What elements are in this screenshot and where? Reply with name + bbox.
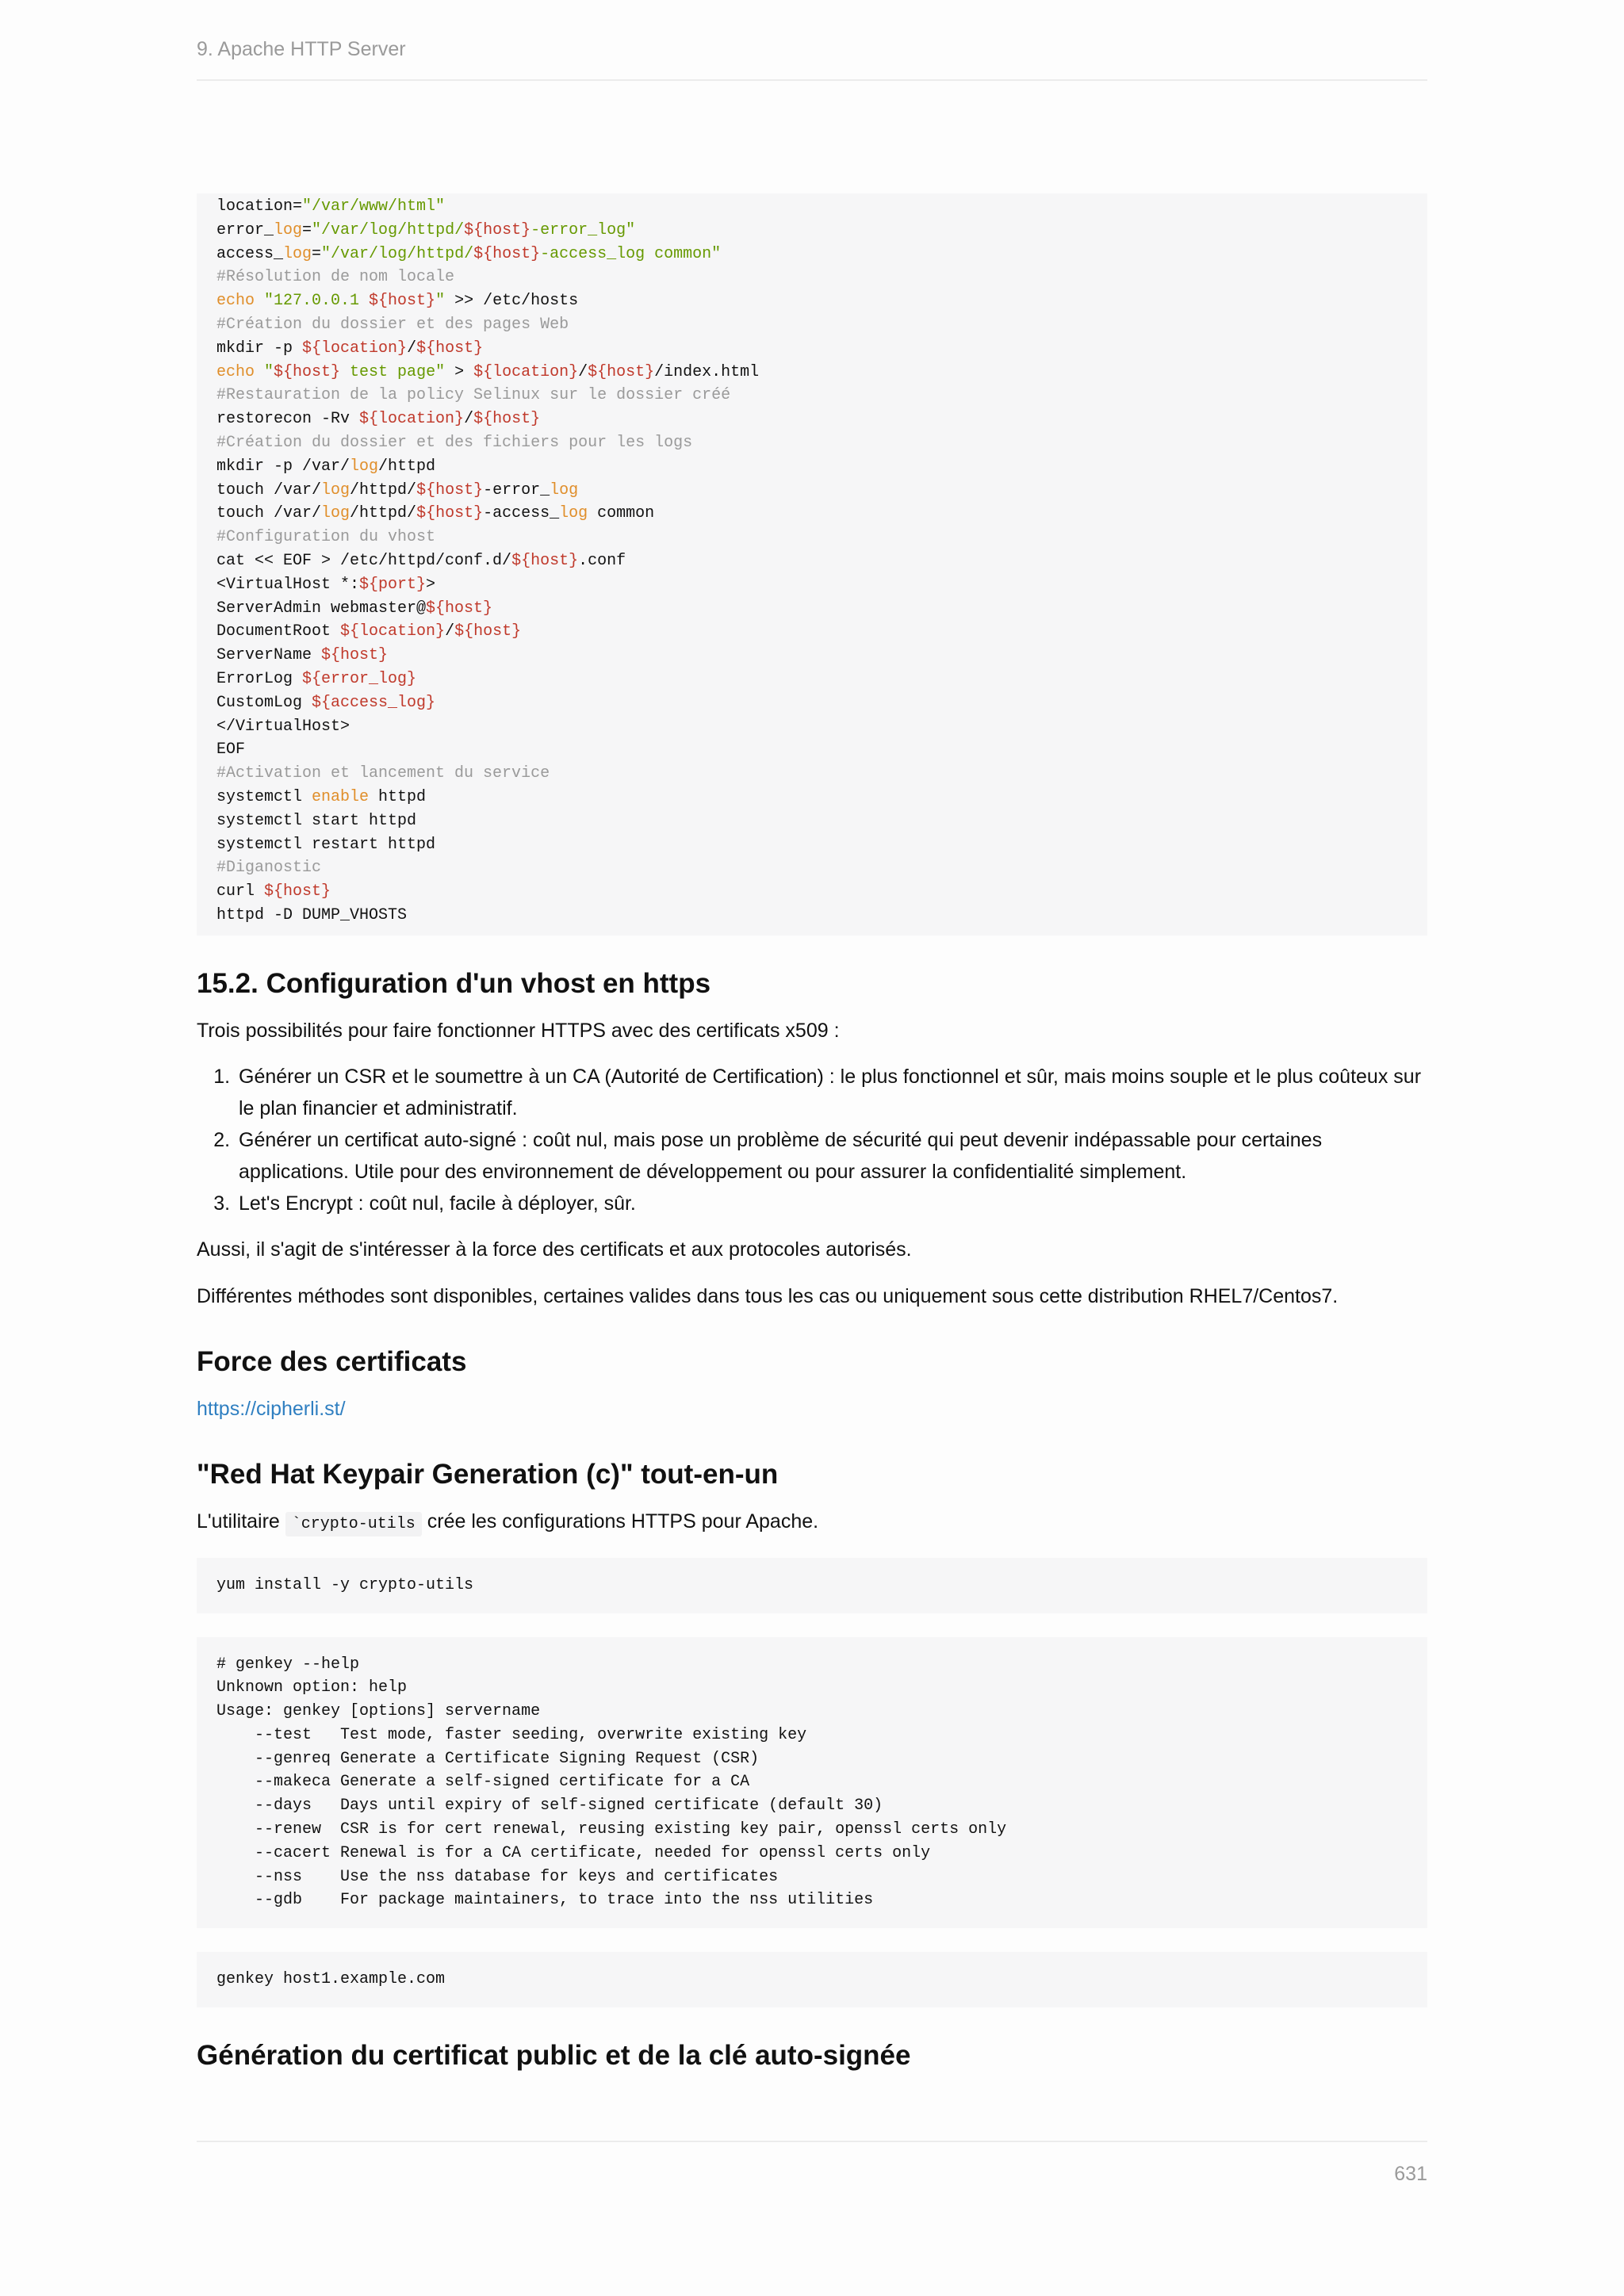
heading-redhat-keypair: "Red Hat Keypair Generation (c)" tout-en-un	[197, 1458, 779, 1490]
page-content	[197, 193, 1427, 2072]
code-token: -error_	[483, 480, 550, 499]
code-token: echo	[216, 362, 265, 381]
code-line	[216, 431, 1408, 455]
code-line	[216, 762, 1408, 786]
code-token: ${host}	[588, 362, 655, 381]
list-item: 3. Let's Encrypt : coût nul, facile à déployer, sûr.	[236, 1188, 1427, 1219]
code-line	[216, 526, 1408, 549]
code-token: #Résolution de nom locale	[216, 268, 455, 287]
code-token: cat << EOF > /etc/httpd/conf.d/	[216, 551, 512, 570]
code-token: log	[350, 457, 379, 476]
text-before: L'utilitaire	[197, 1510, 285, 1533]
code-token: ${host}	[264, 882, 331, 901]
code-token: >	[426, 575, 436, 594]
code-token: /	[445, 622, 455, 641]
code-line	[216, 313, 1408, 337]
code-token: ${host}	[473, 410, 541, 429]
code-token: #Création du dossier et des pages Web	[216, 315, 569, 334]
code-line	[216, 738, 1408, 762]
code-token: log	[321, 504, 350, 523]
code-line	[216, 243, 1408, 266]
code-line: --cacert Renewal is for a CA certificate, needed for openssl certs only	[216, 1843, 931, 1862]
header-divider	[197, 79, 1427, 81]
code-token: ${host}	[511, 551, 579, 570]
code-line	[216, 691, 1408, 715]
code-line	[216, 195, 1408, 219]
code-line	[216, 856, 1408, 880]
section-intro: Trois possibilités pour faire fonctionner HTTPS avec des certificats x509 :	[197, 1019, 840, 1042]
code-token: ${access_log}	[312, 693, 436, 712]
code-token: /httpd	[378, 457, 436, 476]
code-token: ${location}	[340, 622, 446, 641]
code-token: mkdir -p /var/	[216, 457, 350, 476]
code-token: ${host}	[274, 362, 341, 381]
code-line	[216, 644, 1408, 668]
code-token: <VirtualHost *:	[216, 575, 360, 594]
code-token: restorecon -Rv	[216, 410, 360, 429]
code-line: genkey host1.example.com	[216, 1970, 446, 1989]
code-token: log	[559, 504, 588, 523]
code-line	[216, 904, 1408, 928]
code-token: ${location}	[302, 339, 408, 358]
code-token: common	[588, 504, 655, 523]
code-token: #Activation et lancement du service	[216, 764, 550, 783]
code-token: ${host}	[416, 504, 484, 523]
code-token: #Diganostic	[216, 859, 322, 878]
code-token: systemctl	[216, 787, 312, 806]
code-token: ${location}	[473, 362, 579, 381]
code-token: enable	[312, 787, 370, 806]
code-token: /	[578, 362, 588, 381]
code-token: "/var/log/httpd/	[312, 220, 465, 239]
code-token: mkdir -p	[216, 339, 303, 358]
code-token: ${location}	[359, 410, 465, 429]
code-line	[216, 549, 1408, 573]
code-line	[216, 620, 1408, 644]
code-token: log	[283, 244, 312, 263]
code-token: ${host}	[454, 622, 522, 641]
code-token: httpd	[369, 787, 427, 806]
code-line: --genreq Generate a Certificate Signing Request (CSR)	[216, 1749, 760, 1768]
code-line: --makeca Generate a self-signed certificate for a CA	[216, 1773, 750, 1792]
install-command-code-block	[197, 1558, 1427, 1613]
inline-code-crypto-utils: `crypto-utils	[285, 1512, 422, 1536]
code-line	[216, 361, 1408, 385]
code-token: ${host}	[464, 220, 531, 239]
code-token: >> /etc/hosts	[445, 292, 579, 311]
code-token: ${host}	[416, 480, 484, 499]
code-line	[216, 337, 1408, 361]
code-token: /	[407, 339, 417, 358]
code-line: yum install -y crypto-utils	[216, 1575, 474, 1594]
code-token: ${port}	[359, 575, 427, 594]
footer-divider	[197, 2141, 1427, 2142]
code-token: #Configuration du vhost	[216, 528, 436, 547]
code-line: --renew CSR is for cert renewal, reusing existing key pair, openssl certs only	[216, 1820, 1007, 1839]
code-token: curl	[216, 882, 265, 901]
code-token: ${host}	[321, 646, 389, 665]
code-token: .conf	[578, 551, 626, 570]
code-token: ServerName	[216, 646, 322, 665]
code-token: -access_	[483, 504, 560, 523]
code-line: --nss Use the nss database for keys and certificates	[216, 1867, 779, 1886]
code-line: Usage: genkey [options] servername	[216, 1702, 541, 1721]
code-token: ${host}	[426, 599, 493, 618]
code-token: log	[550, 480, 579, 499]
code-token: /httpd/	[350, 480, 417, 499]
code-line	[216, 266, 1408, 289]
code-token: echo	[216, 292, 265, 311]
paragraph-methods: Différentes méthodes sont disponibles, certaines valides dans tous les cas ou uniquement sous cette distribution RHEL7/Centos7.	[197, 1284, 1339, 1307]
code-token: "	[435, 292, 446, 311]
code-line: --gdb For package maintainers, to trace into the nss utilities	[216, 1891, 874, 1910]
code-token: location=	[216, 197, 303, 216]
code-token: /index.html	[654, 362, 760, 381]
code-token: httpd -D DUMP_VHOSTS	[216, 905, 408, 924]
code-token: >	[445, 362, 474, 381]
code-line	[216, 833, 1408, 857]
code-line	[216, 597, 1408, 621]
cipherlist-link[interactable]: https://cipherli.st/	[197, 1397, 346, 1420]
code-token: "127.0.0.1	[264, 292, 370, 311]
code-token: systemctl start httpd	[216, 811, 417, 830]
code-token: test page"	[340, 362, 446, 381]
heading-self-signed-generation: Génération du certificat public et de la clé auto-signée	[197, 2040, 911, 2072]
code-token: #Restauration de la policy Selinux sur le dossier créé	[216, 386, 731, 405]
code-token: DocumentRoot	[216, 622, 341, 641]
code-line	[216, 809, 1408, 833]
code-token: =	[312, 244, 322, 263]
code-token: ErrorLog	[216, 669, 303, 688]
code-line	[216, 668, 1408, 691]
code-line	[216, 408, 1408, 431]
code-token: EOF	[216, 740, 246, 760]
page-header-chapter: 9. Apache HTTP Server	[197, 38, 406, 60]
code-token: touch /var/	[216, 504, 322, 523]
genkey-help-code-block	[197, 1637, 1427, 1929]
code-line	[216, 880, 1408, 904]
code-line: --days Days until expiry of self-signed certificate (default 30)	[216, 1797, 883, 1816]
code-token: -error_log"	[530, 220, 636, 239]
code-line	[216, 715, 1408, 739]
code-token: log	[274, 220, 303, 239]
code-token: access_	[216, 244, 284, 263]
paragraph-strength: Aussi, il s'agit de s'intéresser à la force des certificats et aux protocoles autorisés.	[197, 1238, 912, 1261]
code-line	[216, 384, 1408, 408]
code-line: --test Test mode, faster seeding, overwrite existing key	[216, 1725, 807, 1744]
code-token: CustomLog	[216, 693, 312, 712]
code-token: error_	[216, 220, 274, 239]
code-line	[216, 479, 1408, 503]
code-token: ${host}	[369, 292, 436, 311]
code-token: /httpd/	[350, 504, 417, 523]
heading-certificate-strength: Force des certificats	[197, 1345, 467, 1377]
genkey-command-code-block	[197, 1952, 1427, 2007]
code-line: # genkey --help	[216, 1655, 360, 1674]
https-options-list	[197, 1061, 1427, 1219]
code-line	[216, 289, 1408, 313]
code-line	[216, 573, 1408, 597]
list-item: 1. Générer un CSR et le soumettre à un CA (Autorité de Certification) : le plus fonctionnel et sûr, mais moins souple et le plus coûteux sur le plan financier et administratif.	[236, 1061, 1427, 1124]
code-token: ${error_log}	[302, 669, 417, 688]
code-token: </VirtualHost>	[216, 717, 350, 736]
code-token: systemctl restart httpd	[216, 835, 436, 854]
code-token: /	[464, 410, 474, 429]
code-line	[216, 219, 1408, 243]
code-token: ServerAdmin webmaster@	[216, 599, 427, 618]
page-number: 631	[1394, 2163, 1427, 2185]
code-token: =	[302, 220, 312, 239]
code-token: log	[321, 480, 350, 499]
section-title-https-vhost: 15.2. Configuration d'un vhost en https	[197, 967, 711, 999]
code-token: ${host}	[473, 244, 541, 263]
code-token: touch /var/	[216, 480, 322, 499]
code-token: ${host}	[416, 339, 484, 358]
text-after: crée les configurations HTTPS pour Apache.	[421, 1510, 819, 1533]
code-token: #Création du dossier et des fichiers pour les logs	[216, 433, 693, 452]
code-token: "/var/log/httpd/	[321, 244, 474, 263]
code-token: "	[264, 362, 274, 381]
code-line: Unknown option: help	[216, 1678, 408, 1697]
list-item: 2. Générer un certificat auto-signé : coût nul, mais pose un problème de sécurité qui peut devenir indépassable pour certaines applications. Utile pour des environnement de développement ou pour assurer la confidentialité simplement.	[236, 1124, 1427, 1188]
code-line	[216, 786, 1408, 809]
code-line	[216, 455, 1408, 479]
vhost-script-code-block	[197, 193, 1427, 936]
code-token: "/var/www/html"	[302, 197, 446, 216]
code-line	[216, 502, 1408, 526]
code-token: -access_log common"	[540, 244, 722, 263]
paragraph-crypto-utils	[197, 1506, 1427, 1540]
